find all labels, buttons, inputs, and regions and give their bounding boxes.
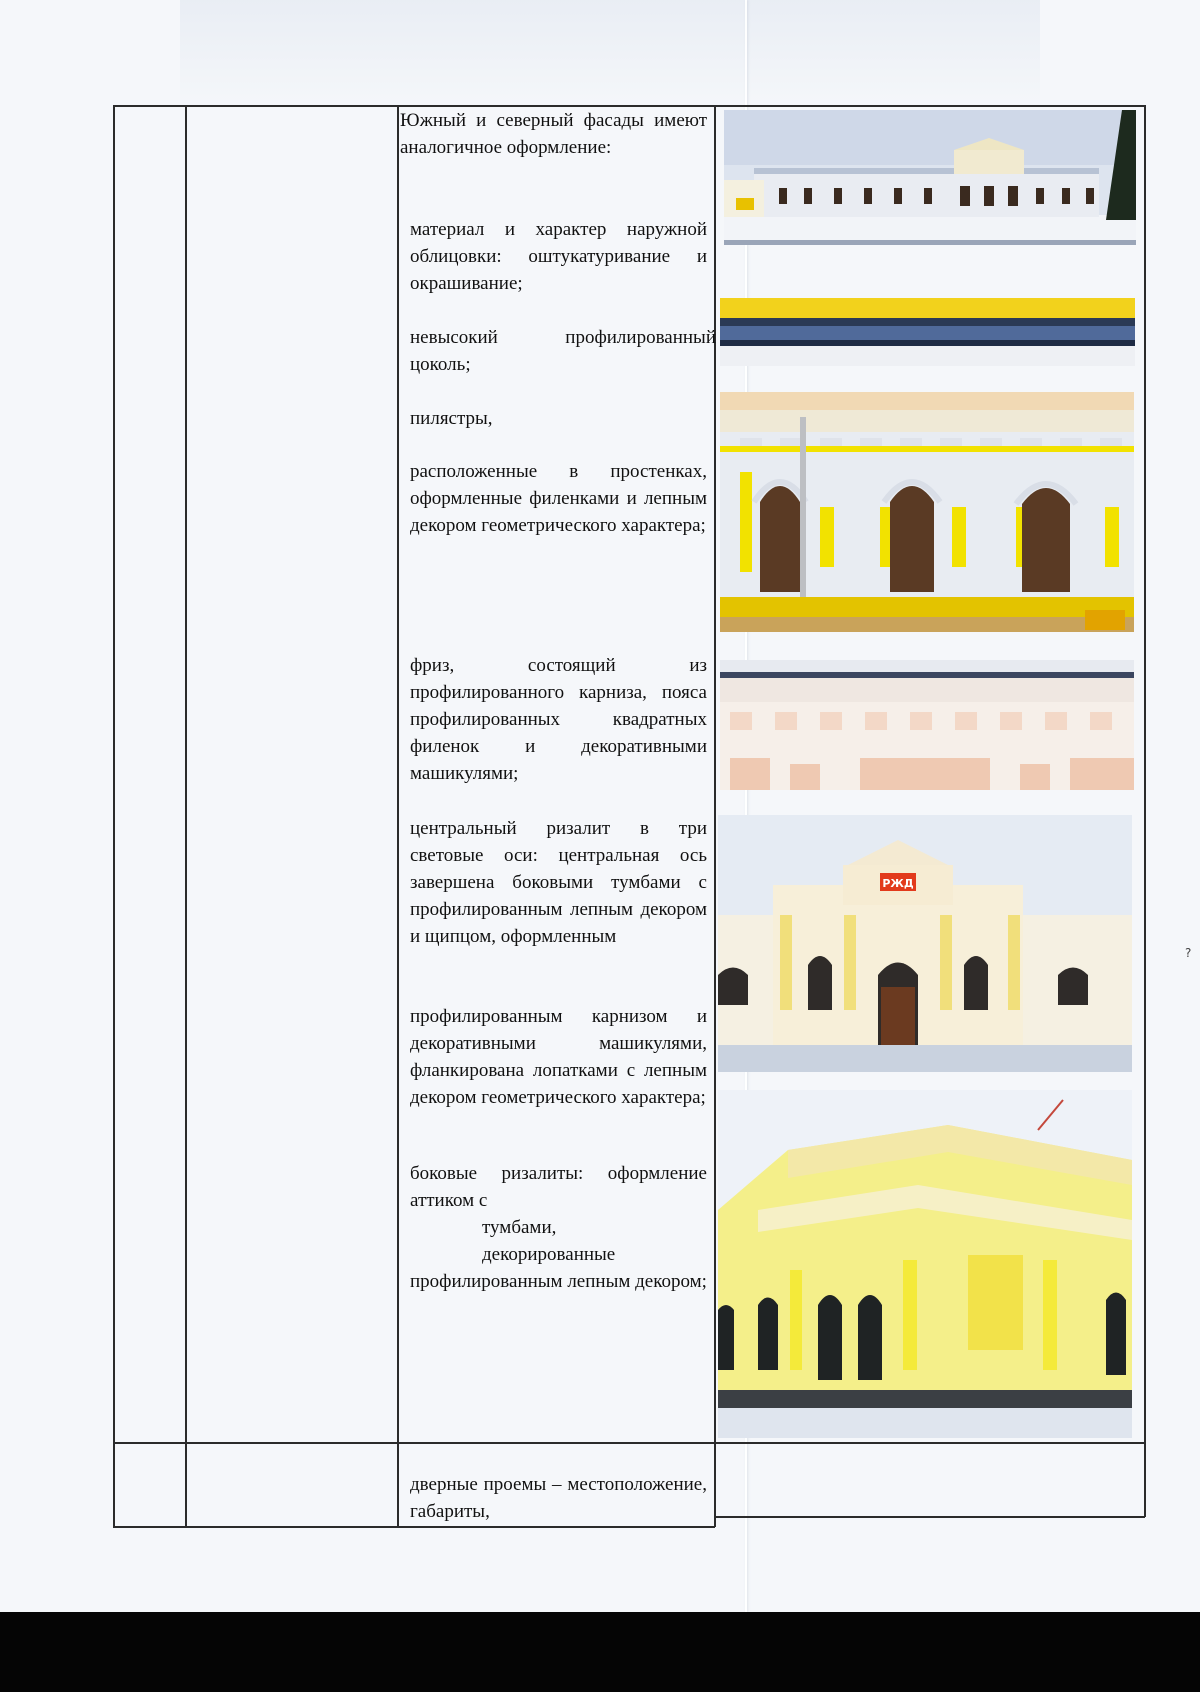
side-risalit-text-d: профилированным лепным декором; [410,1271,707,1292]
pilasters-detail-description [410,458,707,539]
column-divider-1 [185,105,187,1527]
central-risalit-description [410,815,707,950]
frieze-text: фриз, состоящий из профилированного карниза, пояса профилированных квадратных филенок и декоративными машикулями; [410,655,707,784]
side-risalit-text-b: тумбами, [482,1217,557,1238]
side-risalit-corner-photo [718,1090,1132,1438]
pilasters-description [410,405,707,432]
frieze-description [410,652,707,787]
side-risalit-text-a: боковые ризалиты: оформление аттиком с [410,1163,707,1211]
rzd-sign-text: РЖД [882,877,914,890]
frieze-detail-photo [720,660,1134,790]
table-bottom-border-right [715,1516,1145,1518]
central-risalit-continued [410,1003,707,1111]
plinth-description [410,324,716,378]
table-right-border [1144,105,1146,1517]
pilasters-arched-windows-photo [720,392,1134,632]
door-openings-text: дверные проемы – местоположение, габариты, [410,1474,707,1522]
plinth-detail-photo [720,298,1135,366]
row-divider [113,1442,1145,1444]
column-divider-3 [714,105,716,1527]
facade-overview-photo [724,110,1136,245]
table-left-border [113,105,115,1527]
door-openings-description [410,1471,707,1525]
central-risalit-photo [718,815,1132,1072]
plinth-text: невысокий профилированный цоколь; [410,327,716,375]
pilasters-detail-text: расположенные в простенках, оформленные филенками и лепным декором геометрического характера; [410,461,707,536]
side-risalit-description [410,1160,707,1295]
side-risalit-text-c: декорированные [482,1244,616,1265]
column-divider-2 [397,105,399,1527]
cladding-text: материал и характер наружной облицовки: оштукатуривание и окрашивание; [410,219,707,294]
facade-intro-text: Южный и северный фасады имеют аналогичное оформление: [400,110,707,158]
pilasters-text: пилястры, [410,408,493,429]
margin-mark: ? [1185,946,1192,960]
cladding-description [410,216,707,297]
scan-bottom-edge [0,1612,1200,1692]
table-bottom-border [113,1526,715,1528]
description-intro [400,107,707,161]
scan-shading [180,0,1040,110]
central-risalit-cont-text: профилированным карнизом и декоративными машикулями, фланкирована лопатками с лепным декором геометрического характера; [410,1006,707,1108]
central-risalit-text: центральный ризалит в три световые оси: центральная ось завершена боковыми тумбами с профилированным лепным декором и щипцом, оформленным [410,818,707,947]
